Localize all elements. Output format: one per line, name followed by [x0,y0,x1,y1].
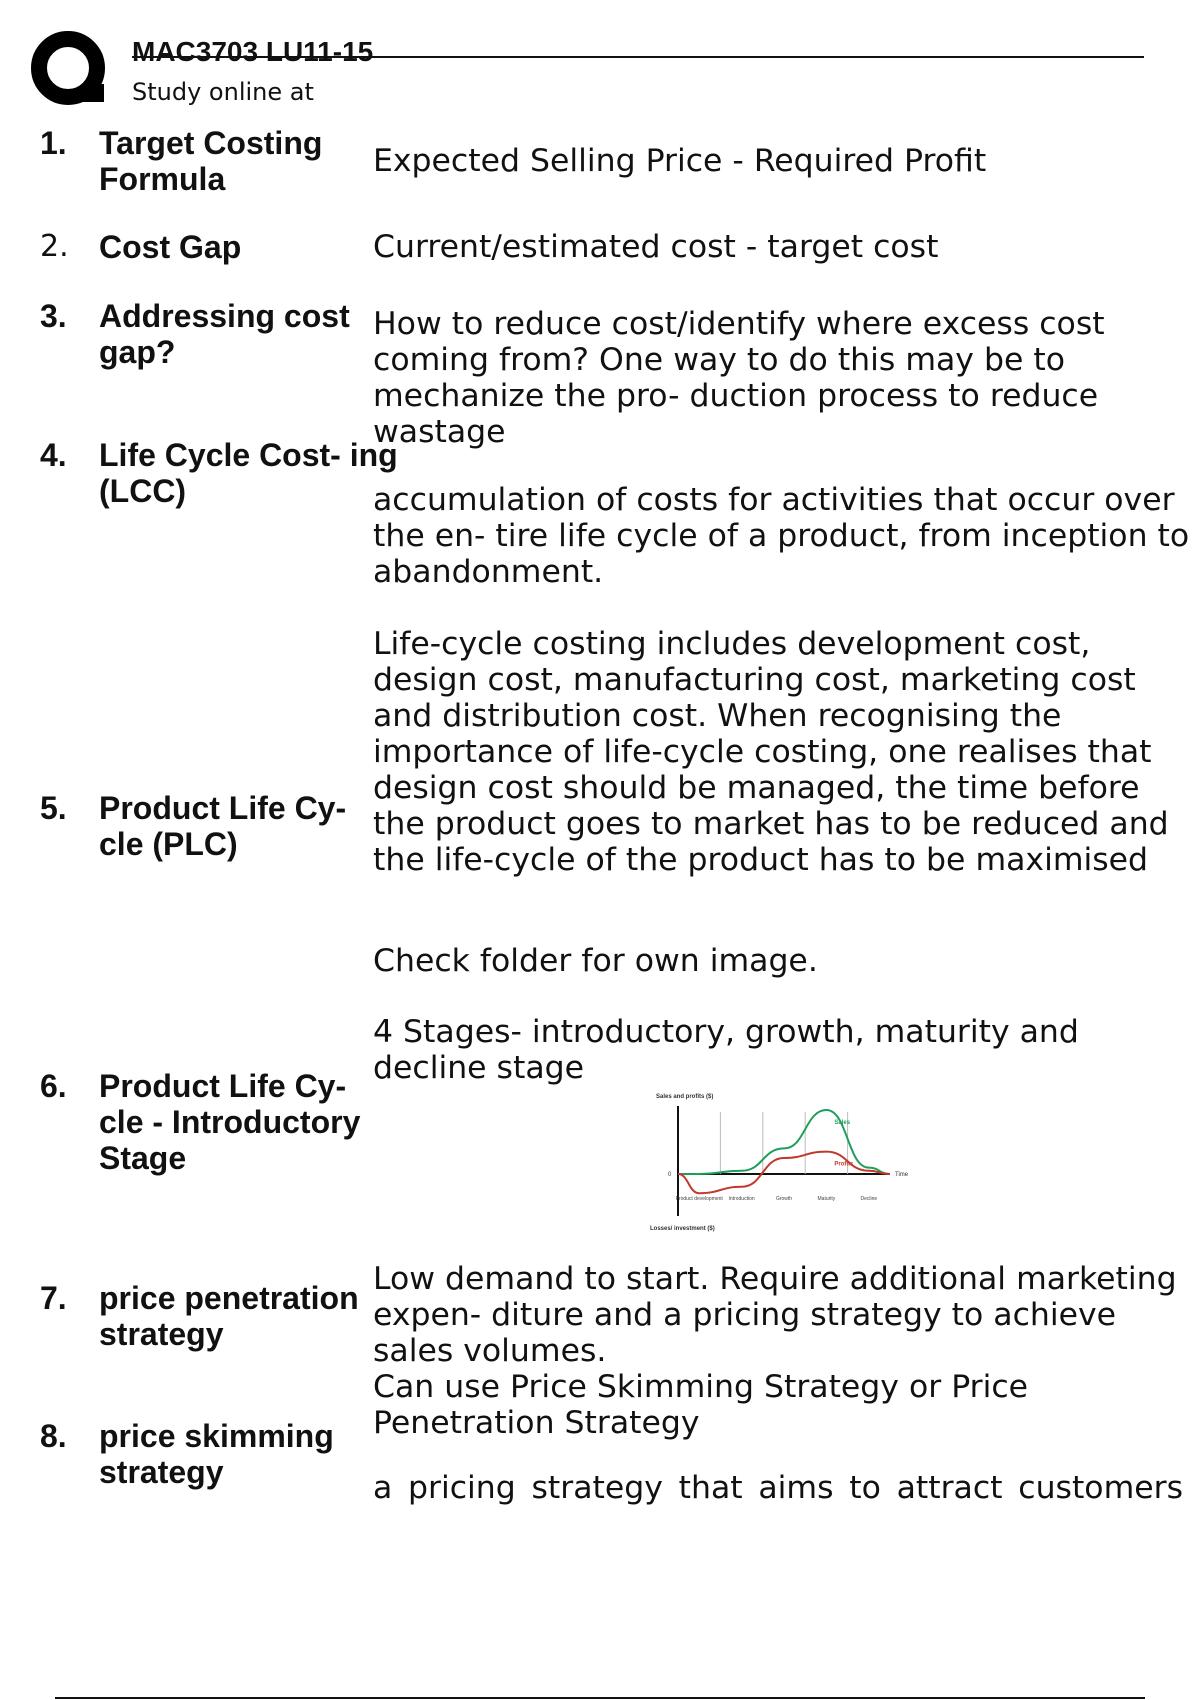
chart-y-negative-label: Losses/ investment ($) [650,1226,715,1232]
term-label: price skimming strategy [99,1418,334,1490]
term-label: price penetration strategy [99,1280,359,1352]
document-title: MAC3703 LU11-15 [132,36,374,67]
chart-series-label: Sales [834,1120,851,1126]
logo-icon [30,30,110,110]
definition-text: a pricing strategy that aims to attract customers [373,1470,1183,1506]
definition-text: 4 Stages- introductory, growth, maturity and decline stage [373,1014,1079,1086]
header-rule [132,56,1144,58]
term-number: 6. [40,1068,67,1104]
term-number: 7. [40,1280,67,1316]
term-number: 2. [40,229,69,264]
term-number: 3. [40,298,67,334]
definition-text: Expected Selling Price - Required Profit [373,143,987,179]
chart-y-label: Sales and profits ($) [656,1094,714,1100]
term-label: Addressing cost gap? [99,298,350,370]
term-number: 8. [40,1418,67,1454]
term-label: Product Life Cy- cle (PLC) [99,790,347,862]
definition-text: Life-cycle costing includes development cost, design cost, manufacturing cost, marketing cost and distribution cost. When recognising the importance of life-cycle costing, one realises that design cost should be managed, the time before the product goes to market has to be reduced and the life-cycle of the product has to be maximised [373,626,1169,878]
term-label: Product Life Cy- cle - Introductory Stage [99,1068,361,1176]
chart-stage-label: Growth [775,1196,793,1202]
definition-text: Current/estimated cost - target cost [373,229,939,265]
chart-stage-label: Maturity [817,1196,836,1202]
term-label: Life Cycle Cost- ing (LCC) [99,437,398,509]
chart-series-line [678,1152,890,1194]
document-subtitle: Study online at [132,78,314,106]
chart-stage-label: Product development [675,1196,723,1202]
term-number: 5. [40,790,67,826]
footer-rule [55,1697,1145,1699]
chart-series-line [678,1110,890,1174]
chart-zero-label: 0 [668,1172,672,1178]
chart-stage-label: Decline [860,1196,878,1202]
chart-stage-label: Introduction [728,1196,755,1202]
term-number: 4. [40,437,67,473]
chart-series-label: Profits [834,1161,854,1168]
product-life-cycle-chart [650,1088,920,1238]
definition-text: Can use Price Skimming Strategy or Price Penetration Strategy [373,1369,1029,1441]
term-label: Cost Gap [99,229,242,265]
definition-text: How to reduce cost/identify where excess cost coming from? One way to do this may be to mechanize the pro- duction process to reduce wastage [373,306,1105,450]
chart-x-label: Time [895,1172,909,1178]
definition-text: accumulation of costs for activities that occur over the en- tire life cycle of a product, from inception to abandonment. [373,482,1190,590]
definition-text: Check folder for own image. [373,943,818,979]
term-number: 1. [40,125,67,161]
term-label: Target Costing Formula [99,125,323,197]
definition-text: Low demand to start. Require additional marketing expen- diture and a pricing strategy to achieve sales volumes. [373,1261,1177,1369]
